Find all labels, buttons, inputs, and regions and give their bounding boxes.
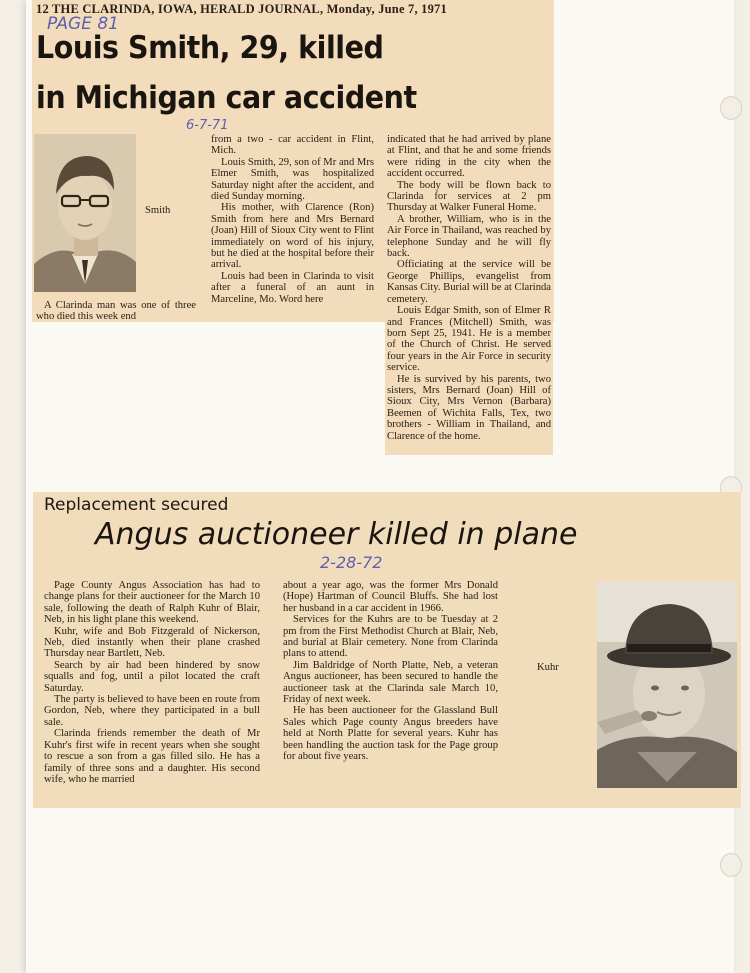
paragraph: His mother, with Clarence (Ron) Smith from here and Mrs Bernard (Joan) Hill of Sioux City went to Flint immediately on word of his injury, but he died at the hospital before their arrival. bbox=[211, 202, 374, 271]
binder-hole bbox=[720, 853, 742, 877]
kicker-headline: Replacement secured bbox=[44, 495, 229, 515]
article2-column-1 bbox=[44, 580, 260, 785]
paragraph: He has been auctioneer for the Glassland Bull Sales which Page county Angus breeders have held at North Platte for several years. Kuhr has been handling the auction task for the Page group for about five years. bbox=[283, 705, 498, 763]
paragraph: The party is believed to have been en route from Gordon, Neb, where they participated in a bull sale. bbox=[44, 694, 260, 728]
handwritten-date: 2-28-72 bbox=[320, 553, 383, 572]
paragraph: Clarinda friends remember the death of Mr Kuhr's first wife in recent years when she sought to rescue a son from a gas filled silo. He has a family of three sons and a daughter. His second wife, who he married bbox=[44, 728, 260, 785]
paragraph: about a year ago, was the former Mrs Donald (Hope) Hartman of Council Bluffs. She had lost her husband in a car accident in 1966. bbox=[283, 580, 498, 614]
handwritten-page-note: PAGE 81 bbox=[47, 14, 119, 34]
paragraph: Officiating at the service will be George Phillips, evangelist from Kansas City. Burial will be at Clarinda cemetery. bbox=[387, 259, 551, 305]
paragraph: indicated that he had arrived by plane at Flint, and that he and some friends were riding in the city when the accident occurred. bbox=[387, 134, 551, 180]
article1-column-3 bbox=[387, 134, 551, 442]
portrait-photo-smith bbox=[34, 134, 136, 292]
photo-caption-kuhr: Kuhr bbox=[537, 662, 559, 673]
portrait-photo-kuhr bbox=[597, 582, 737, 788]
article1-column-2 bbox=[211, 134, 374, 305]
article1-column-1: A Clarinda man was one of three who died this week end bbox=[36, 300, 196, 323]
paragraph: Page County Angus Association has had to change plans for their auctioneer for the March 10 sale, following the death of Ralph Kuhr of Blair, Neb, in his light plane this weekend. bbox=[44, 580, 260, 626]
binder-hole bbox=[720, 96, 742, 120]
paragraph: Search by air had been hindered by snow squalls and fog, until a pilot located the craft Saturday. bbox=[44, 659, 260, 694]
paragraph: He is survived by his parents, two sisters, Mrs Bernard (Joan) Hill of Sioux City, Mrs Vernon (Barbara) Beemen of Wichita Falls, Tex, two brothers - William in Thailand, and Clarence of the home. bbox=[387, 373, 551, 442]
handwritten-date: 6-7-71 bbox=[186, 118, 229, 133]
paragraph: A brother, William, who is in the Air Force in Thailand, was reached by telephone Sunday and he will fly back. bbox=[387, 213, 551, 260]
headline-line-1: Louis Smith, 29, killed bbox=[36, 30, 384, 66]
photo-caption-smith: Smith bbox=[145, 205, 171, 216]
newspaper-masthead: 12 THE CLARINDA, IOWA, HERALD JOURNAL, Monday, June 7, 1971 bbox=[36, 2, 447, 16]
paragraph: Louis had been in Clarinda to visit after a funeral of an aunt in Marceline, Mo. Word here bbox=[211, 270, 374, 305]
paragraph: Jim Baldridge of North Platte, Neb, a veteran Angus auctioneer, has been secured to handle the auctioneer task at the Clarinda sale March 10, Friday of next week. bbox=[283, 659, 498, 706]
headline: Angus auctioneer killed in plane bbox=[95, 517, 578, 552]
paragraph: Kuhr, wife and Bob Fitzgerald of Nickerson, Neb, died instantly when their plane crashed Thursday near Bartlett, Neb. bbox=[44, 625, 260, 660]
paragraph: The body will be flown back to Clarinda for services at 2 pm Thursday at Walker Funeral Home. bbox=[387, 179, 551, 214]
paragraph: Louis Smith, 29, son of Mr and Mrs Elmer Smith, was hospitalized Saturday night after the accident, and died Sunday morning. bbox=[211, 156, 374, 203]
paragraph: from a two - car accident in Flint, Mich. bbox=[211, 134, 374, 157]
paragraph: Louis Edgar Smith, son of Elmer R and Frances (Mitchell) Smith, was born Sept 25, 1941. He is a member of the Church of Christ. He served four years in the Air Force in security service. bbox=[387, 305, 551, 374]
headline-line-2: in Michigan car accident bbox=[36, 80, 417, 116]
article2-column-2 bbox=[283, 580, 498, 763]
paragraph: Services for the Kuhrs are to be Tuesday at 2 pm from the First Methodist Church at Blair, Neb, and burial at Blair cemetery. None from Clarinda plans to attend. bbox=[283, 614, 498, 660]
